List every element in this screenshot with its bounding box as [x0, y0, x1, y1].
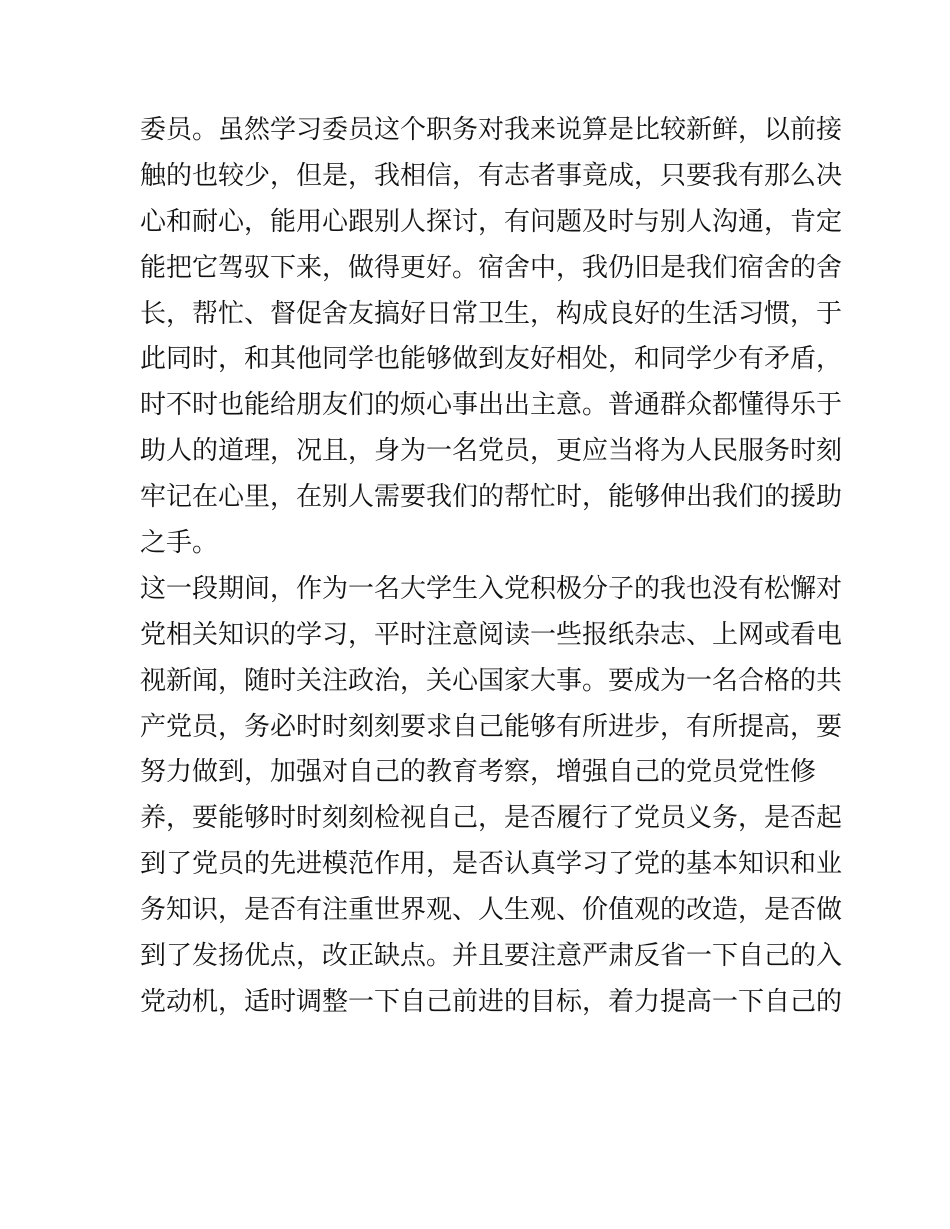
- text-line: 努力做到，加强对自己的教育考察，增强自己的党员党性修: [140, 757, 817, 788]
- text-line: 触的也较少，但是，我相信，有志者事竟成，只要我有那么决: [140, 160, 843, 191]
- paragraph: [140, 108, 843, 567]
- text-line: 心和耐心，能用心跟别人探讨，有问题及时与别人沟通，肯定: [140, 206, 843, 237]
- text-line: 这一段期间，作为一名大学生入党积极分子的我也没有松懈对: [140, 573, 843, 604]
- text-line: 助人的道理，况且，身为一名党员，更应当将为人民服务时刻: [140, 436, 843, 467]
- text-line: 到了发扬优点，改正缺点。并且要注意严肃反省一下自己的入: [140, 941, 843, 972]
- body-text: [140, 108, 843, 1026]
- text-line: 党相关知识的学习，平时注意阅读一些报纸杂志、上网或看电: [140, 619, 843, 650]
- text-line: 务知识，是否有注重世界观、人生观、价值观的改造，是否做: [140, 895, 843, 926]
- text-line: 养，要能够时时刻刻检视自己，是否履行了党员义务，是否起: [140, 803, 843, 834]
- text-line: 时不时也能给朋友们的烦心事出出主意。普通群众都懂得乐于: [140, 390, 843, 421]
- text-line: 长，帮忙、督促舍友搞好日常卫生，构成良好的生活习惯，于: [140, 298, 843, 329]
- text-line: 委员。虽然学习委员这个职务对我来说算是比较新鲜，以前接: [140, 115, 843, 145]
- text-line: 产党员，务必时时刻刻要求自己能够有所进步，有所提高，要: [140, 711, 843, 742]
- text-line: 牢记在心里，在别人需要我们的帮忙时，能够伸出我们的援助: [140, 482, 843, 513]
- text-line: 之手。: [140, 528, 219, 559]
- text-line: 到了党员的先进模范作用，是否认真学习了党的基本知识和业: [140, 849, 843, 880]
- text-line: 视新闻，随时关注政治，关心国家大事。要成为一名合格的共: [140, 665, 843, 696]
- text-line: 此同时，和其他同学也能够做到友好相处，和同学少有矛盾，: [140, 344, 843, 375]
- text-line: 能把它驾驭下来，做得更好。宿舍中，我仍旧是我们宿舍的舍: [140, 252, 843, 283]
- paragraph: [140, 567, 843, 1026]
- text-line: 党动机，适时调整一下自己前进的目标，着力提高一下自己的: [140, 986, 843, 1017]
